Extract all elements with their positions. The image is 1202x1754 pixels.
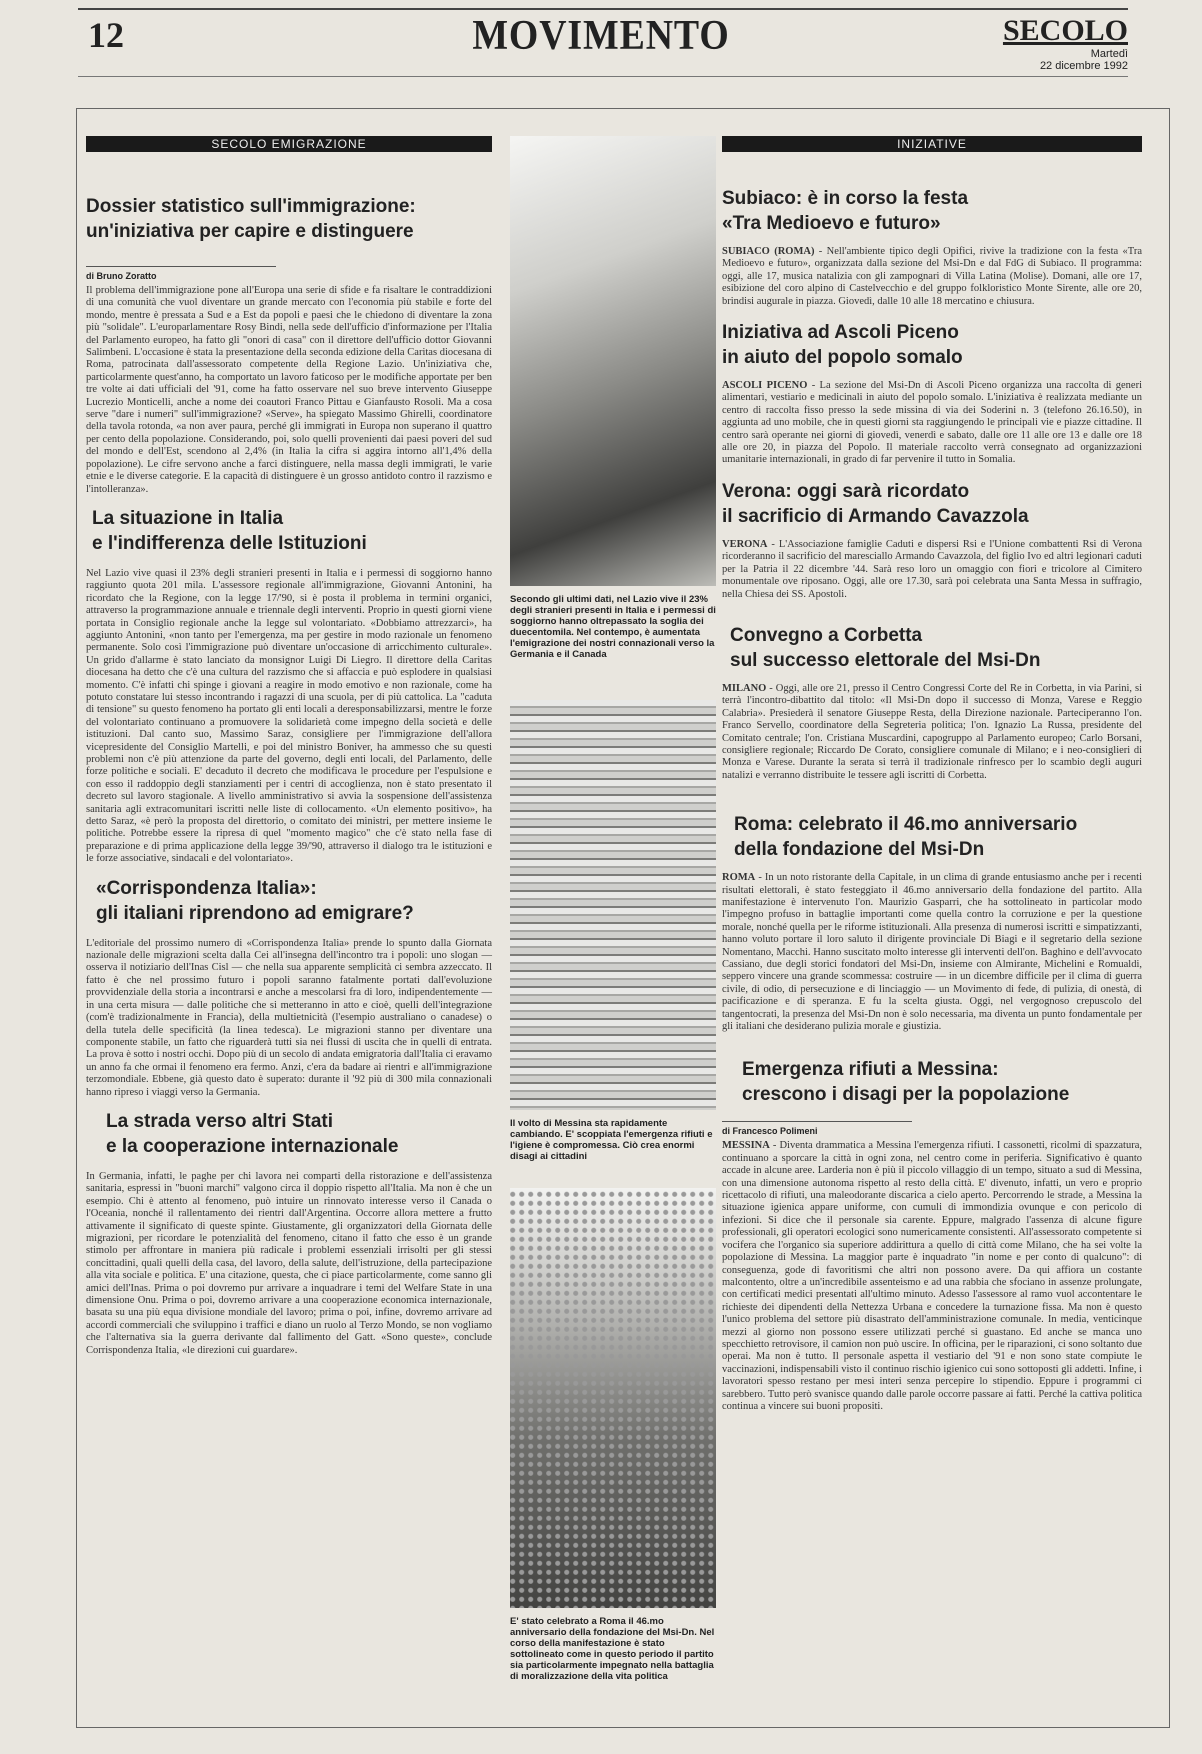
issue-date: 22 dicembre 1992: [1039, 60, 1128, 72]
article-corrispondenza: [86, 876, 492, 1099]
section-title: MOVIMENTO: [472, 13, 730, 59]
article-body: MILANO - Oggi, alle ore 21, presso il Centro Congressi Corte del Re in Corbetta, in via Parini, si terrà l'incontro-dibattito dal titolo: «Il Msi-Dn dopo il successo di Monza, Varese e Reggio Calabria». Presiederà il senatore Giuseppe Resta, della Direzione nazionale. Parteciperanno l'on. Franco Servello, coordinatore della Segreteria politica; l'on. Ignazio La Russa, presidente del Comitato centrale; l'on. Cristiana Muscardini, capogruppo al Parlamento europeo; Carlo Borsani, consigliere regionale; Riccardo De Corato, consigliere comunale di Milano; e i neo-consiglieri di Monza e Varese. Durante la serata si terrà il tradizionale rinfresco per lo scambio degli auguri natalizi e verranno distribuite le tessere agli iscritti di Corbetta.: [722, 682, 1142, 781]
right-column: [722, 136, 1142, 1413]
newspaper-logo: SECOLO: [1002, 14, 1128, 47]
article-body: In Germania, infatti, le paghe per chi lavora nei comparti della ristorazione e dell'assistenza sanitaria, espressi in "buoni marchi" valgono circa il doppio rispetto all'Italia. Ma non è che un esempio. Chi è attento al fenomeno, può intuire un rinnovato interesse verso il Canada o l'Oceania, nonché il rallentamento dei rientri dall'Argentina. Occorre allora mettere a frutto attivamente il significato di queste spinte. Giustamente, gli organizzatori della Giornata delle migrazioni, per ricordare le potenzialità del fenomeno, citano il fatto che esso è un grande stimolo per affrontare in maniera più radicale i problemi essenziali irrisolti per gli stessi concittadini, quali quelli della casa, del lavoro, della salute, dell'istruzione, della partecipazione alla vita sociale e politica. E' una citazione, questa, che ci piace particolarmente, come sanno gli amici dell'Inas. Prima o poi dovremo pur arrivare a inquadrare i temi del Welfare State in una dimensione Onu. Prima o poi, dovremo arrivare a una cooperazione economica internazionale, basata su una più equa divisione mondiale del lavoro; prima o poi, infine, dovremo arrivare ad accordi commerciali che sviluppino i traffici e diano un ruolo al Terzo Mondo, se non vogliamo che l'alternativa sia la guerra derivante dal fallimento del Gatt. «Sono queste», conclude Corrispondenza Italia, «le direzioni cui guardare».: [86, 1170, 492, 1356]
article-title: «Corrispondenza Italia»: gli italiani riprendono ad emigrare?: [96, 877, 414, 924]
article-situazione: [86, 506, 492, 866]
article-subiaco: [722, 186, 1142, 308]
article-ascoli: [722, 320, 1142, 467]
article-verona: [722, 479, 1142, 601]
article-body: Il problema dell'immigrazione pone all'Europa una serie di sfide e fa risaltare le contraddizioni di una comunità che vuol diventare un grande mercato con l'economia più stabile e forte del mondo, mentre è pressata a Sud e a Est da popoli e paesi che le chiedono di diventare la zona più "solidale". L'europarlamentare Rosy Bindi, nella sede dell'ufficio d'informazione per l'Italia del Parlamento europeo, ha fatto gli "onori di casa" con il direttore dell'ufficio dottor Giovanni Salimbeni. L'occasione è stata la presentazione della seconda edizione della Caritas diocesana di Roma, patrocinata dall'assessorato competente della Regione Lazio. Un'iniziativa che, particolarmente quest'anno, ha comportato un lavoro faticoso per le modifiche apportate per ben tre volte ai dati ufficiali del '91, come ha fatto osservare nel suo breve intervento Giuseppe Lucrezio Monticelli, anche a nome dei coautori Franco Pittau e Gianfausto Rosoli. Ma a cosa serve "dare i numeri" sull'immigrazione? «Serve», ha spiegato Massimo Ghirelli, coordinatore della tavola rotonda, «a non aver paura, perché gli immigrati in Europa non superano il quattro per cento della popolazione. Considerando, poi, solo quelli provenienti dai paesi poveri del sud del mondo e dell'Est, scendono al 2,4% (in Italia la cifra si aggira intorno all'1,4% della popolazione). Le cifre servono anche a farci distinguere, nella massa degli immigrati, le varie etnie e le diverse categorie. E la capacità di distinguere è un grosso antidoto contro il razzismo e l'intolleranza».: [86, 285, 492, 495]
article-title: Subiaco: è in corso la festa «Tra Medioevo e futuro»: [722, 188, 969, 234]
photo-rally: [510, 1188, 716, 1608]
photo-caption: Il volto di Messina sta rapidamente cambiando. E' scoppiata l'emergenza rifiuti e l'igiene è compromessa. Ciò crea enormi disagi ai cittadini: [510, 1118, 713, 1162]
article-body: SUBIACO (ROMA) - Nell'ambiente tipico degli Opifici, rivive la tradizione con la festa «Tra Medioevo e futuro», organizzata dalla sezione del Msi-Dn e dal FdG di Subiaco. Il programma: oggi, alle 17, musica natalizia con gli zampognari di Villa Latina (Molise). Domani, alle ore 17, esibizione del coro alpino di Castelvecchio e del gruppo folkloristico Monte Sirente, alle ore 20, brindisi augurale in piazza. Giovedì, dalle 10 alle 18 mercatino e chiusura.: [722, 246, 1142, 307]
article-title: Emergenza rifiuti a Messina: crescono i disagi per la popolazione: [742, 1059, 1070, 1106]
header-rule: [78, 76, 1128, 77]
article-title: Convegno a Corbetta sul successo elettorale del Msi-Dn: [730, 624, 1041, 671]
photo-caption: Secondo gli ultimi dati, nel Lazio vive il 23% degli stranieri presenti in Italia e i permessi di soggiorno hanno oltrepassato la soglia dei duecentomila. Nel contempo, è aumentata l'emigrazione dei nostri connazionali verso la Germania e il Canada: [510, 594, 716, 660]
article-body: ASCOLI PICENO - La sezione del Msi-Dn di Ascoli Piceno organizza una raccolta di generi alimentari, vestiario e medicinali in aiuto del popolo somalo. L'iniziativa è realizzata mediante un centro di raccolta fisso presso la sede missina di via dei Soderini n. 3 (telefono 26.16.50), in aggiunta ad uno mobile, che in questi giorni sta raggiungendo le principali vie e piazze cittadine. Il centro sarà operante nei giorni di giovedì, venerdì e sabato, dalle ore 11 alle ore 13 e dalle ore 18 alle ore 20, in piazza del Popolo. Il materiale raccolto verrà consegnato ad organizzazioni umanitarie internazionali, in grado di far pervenire il tutto in Somalia.: [722, 380, 1142, 466]
article-title: Iniziativa ad Ascoli Piceno in aiuto del popolo somalo: [722, 322, 963, 369]
left-column: [86, 136, 492, 1357]
article-body: MESSINA - Diventa drammatica a Messina l'emergenza rifiuti. I cassonetti, ricolmi di spazzatura, continuano a sporcare la città in ogni zona, nel centro come in periferia. Significativo è quanto accade in alcune aree. Larderia non è più il piccolo villaggio di un tempo, situato a sud di Messina, con una dimensione autonoma rispetto al resto della città. E' divenuto, infatti, un vero e proprio ricettacolo di rifiuti, una maleodorante discarica a cielo aperto. Percorrendo le strade, a Messina la situazione igienica appare uniforme, con cumuli di immondizia ovunque e con pericolo di infezioni. Si dice che il personale sia carente. Eppure, malgrado l'assenza di alcune figure professionali, gli operatori ecologici sono numericamente consistenti. All'assessorato competente si vociferа che l'organico sia superiore addirittura a quello di città come Milano, che ha sei volte la popolazione di Messina. La maggior parte è inquadrato "in nome e per conto di qualcuno": di conseguenza, gode di favoritismi che altri non possono avere. Da qui affiora un costante malcontento, oltre a un'incredibile assenteismo e ad una rabbia che sfociano in assenze prolungate, con certificati medici presentati all'ultimo minuto. Adesso l'assessore al ramo vuol accontentare le richieste dei dipendenti della Nettezza Urbana e concedere la turnazione fissa. Ma non è questo l'unico problema del settore più disastrato dell'amministrazione comunale. In media, venticinque mezzi al giorno non possono essere utilizzati perché si guastano. Ed anche se manca uno specchietto retrovisore, il camion non può uscire. In officina, per le riparazioni, ci sono soltanto due operai. Ma non è tutto. Il personale aspetta il vestiario del '91 e non sono state compiute le vaccinazioni, indispensabili visto il continuo rischio igienico cui sono sottoposti gli addetti. Infine, i lavoratori spesso restano per mesi interi senza percepire lo stipendio. Eppure i programmi ci sarebbero. Tutto però svanisce quando dalle parole occorre passare ai fatti. Perché la cattiva politica continua a vincere sui buoni propositi.: [722, 1140, 1142, 1412]
section-bar-emigrazione: SECOLO EMIGRAZIONE: [86, 136, 492, 152]
article-corbetta: [722, 623, 1142, 782]
article-roma: [722, 812, 1142, 1033]
byline: di Bruno Zoratto: [86, 266, 276, 281]
article-messina: [722, 1057, 1142, 1413]
issue-day: Martedì: [1090, 48, 1128, 60]
photo-immigrant: [510, 136, 716, 586]
masthead: [1003, 14, 1128, 72]
photo-caption: E' stato celebrato a Roma il 46.mo anniversario della fondazione del Msi-Dn. Nel corso della manifestazione è stato sottolineato come in questo periodo il partito sia particolarmente impegnato nella battaglia di moralizzazione della vita politica: [510, 1616, 715, 1682]
article-dossier: [86, 194, 492, 496]
page-number: 12: [88, 15, 124, 55]
article-strada: [86, 1109, 492, 1357]
article-title: La strada verso altri Stati e la cooperazione internazionale: [106, 1110, 399, 1157]
byline: di Francesco Polimeni: [722, 1121, 912, 1136]
article-title: Roma: celebrato il 46.mo anniversario della fondazione del Msi-Dn: [734, 814, 1078, 861]
article-body: L'editoriale del prossimo numero di «Corrispondenza Italia» prende lo spunto dalla Giornata nazionale delle migrazioni scelta dalla Cei all'insegna dell'incontro tra i popoli: uno slogan — osserva il notiziario dell'Inas Cisl — che nella sua apparente semplicità ci sembra azzeccato. Il fatto è che nel prossimo futuro i popoli saranno fatalmente portati dall'evoluzione provvidenziale della storia a incontrarsi e anche a mescolarsi fra di loro, indipendentemente — in una certa misura — dalle politiche che si metteranno in atto e cioè, quelli dell'integrazione (com'è tradizionalmente in Francia), della multietnicità (l'esempio australiano o canadese) o della tutela delle specificità (la linea tedesca). Le migrazioni stanno per diventare una componente stabile, un fatto che riguarderà tutti sia nei flussi di uscita che in quelli di entrata. La prova è sotto i nostri occhi. Dopo più di un secolo di andata emigratoria dall'Italia ci eravamo un anno fa che ormai il fenomeno era fermo. Anzi, c'era da badare ai rientri e all'immigrazione terzomondiale. Ebbene, già questo dato è superato: durante il '92 più di 300 mila connazionali hanno ripreso i viaggi verso la Germania.: [86, 937, 493, 1098]
article-body: VERONA - L'Associazione famiglie Caduti e dispersi Rsi e l'Unione combattenti Rsi di Verona ricorderanno il sacrificio del maresciallo Armando Cavazzola, del figlio Ivo ed altri legionari caduti per la Patria il 22 dicembre '44. Sarà reso loro un omaggio con fiori e tricolore al Cimitero monumentale ove riposano. Oggi, alle ore 17.30, sarà poi celebrata una Santa Messa in suffragio, nella Chiesa dei SS. Apostoli.: [722, 538, 1142, 600]
article-title: Verona: oggi sarà ricordato il sacrificio di Armando Cavazzola: [722, 480, 1029, 527]
article-body: ROMA - In un noto ristorante della Capitale, in un clima di grande entusiasmo anche per i recenti risultati elettorali, è stato festeggiato il 46.mo anniversario della fondazione del partito. Alla manifestazione è intervenuto l'on. Maurizio Gasparri, che ha sottolineato in particolar modo l'impegno profuso in battaglie importanti come quella contro la corruzione e per la questione morale, nonché quella per le riforme istituzionali. Alla presenza di numerosi iscritti e simpatizzanti, hanno voluto portare il loro saluto il dirigente provinciale Di Biagi e il segretario della sezione Nomentano, Macchi. Hanno suscitato molto interesse gli interventi dell'on. Baghino e dell'avvocato Cassiano, due degli storici fondatori del Msi-Dn, insieme con Almirante, Michelini e Romualdi, seppero vincere una grande scommessa: costruire — in un dicembre difficile per il clima di guerra civile, di odio, di persecuzione e di linciaggio — un Movimento di fede, di pulizia, di onestà, di pacificazione e di speranza. E fu la scelta giusta. Oggi, nel vergognoso crepuscolo del tangentocrati, la presenza del Msi-Dn non è solo necessaria, ma diventa un punto fondamentale per gli italiani che desiderano pulizia morale e giustizia.: [722, 872, 1142, 1033]
section-bar-iniziative: INIZIATIVE: [722, 136, 1142, 152]
photo-messina: [510, 700, 716, 1110]
top-rule: [78, 8, 1128, 10]
article-body: Nel Lazio vive quasi il 23% degli stranieri presenti in Italia e i permessi di soggiorno hanno raggiunto quota 201 mila. L'assessore regionale all'immigrazione, Giovanni Antonini, ha ricordato che la Regione, con la legge 17/'90, si è posta il problema in termini organici, attraverso la programmazione annuale e triennale degli interventi. Proprio in questi giorni viene portata in Consiglio regionale anche la legge sul volontariato. «Dobbiamo attrezzarci», ha aggiunto Antonini, «non tanto per l'emergenza, ma per gestire in modo razionale un fenomeno permanente. Solo così l'immigrazione può diventare un'occasione di arricchimento culturale». Un grido d'allarme è stato lanciato da monsignor Luigi Di Liegro. Il direttore della Caritas diocesana ha detto che c'è una cultura del razzismo che si affaccia e può esplodere in qualsiasi momento. C'è infatti chi spinge i giovani a reagire in modo emotivo e non razionale, come ha potuto constatare lui stesso incontrando i ragazzi di una scuola, per di più cattolica. La "caduta di tensione" su questo fenomeno ha portato gli enti locali a deresponsabilizzarsi, mentre le forze del volontariato continuano a promuovere la solidarietà come impegno della società e delle istituzioni. Dal canto suo, Massimo Saraz, consigliere per l'immigrazione dell'allora vicepresidente del Consiglio Martelli, e poi del ministro Boniver, ha ammesso che su questi problemi non c'è più attenzione da parte del governo, degli enti locali, del Parlamento, delle forze politiche e sociali. E' decaduto il decreto che modificava le procedure per l'espulsione e con esso il raddoppio degli stanziamenti per i centri di accoglienza, non è stato presentato il decreto sul lavoro stagionale. A livello amministrativo si avvia la sospensione dell'assistenza sanitaria agli extracomunitari iscritti nelle liste di collocamento. «Un elemento positivo», ha detto Saraz, «è però la proposta del direttorio, o comitato dei ministri, per mettere insieme le politiche. Potrebbe essere la ripresa di quel "momento magico" che c'è stato nella fase di preparazione e di prima applicazione della legge 39/'90, attraverso il dialogo tra le istituzioni e le forze associative, sindacali e del volontariato».: [86, 567, 492, 865]
article-title: Dossier statistico sull'immigrazione: un'iniziativa per capire e distinguere: [86, 196, 416, 242]
article-title: La situazione in Italia e l'indifferenza delle Istituzioni: [92, 507, 367, 554]
middle-column: [510, 136, 716, 1682]
